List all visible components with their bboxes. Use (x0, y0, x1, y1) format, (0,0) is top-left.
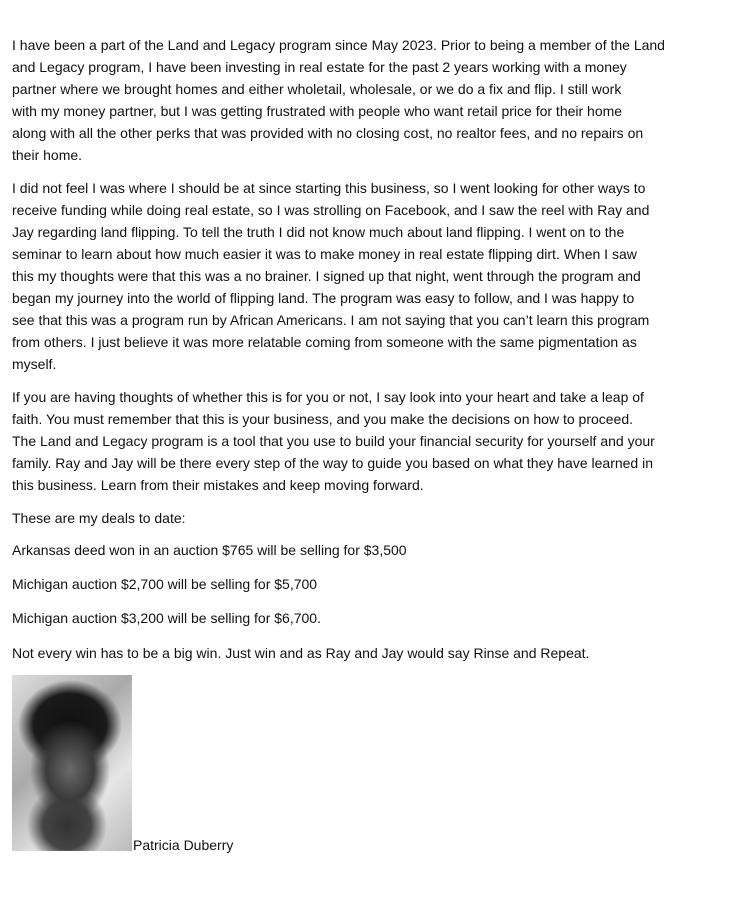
paragraph-2 (12, 177, 649, 375)
deals-intro (12, 507, 186, 529)
text-line: If you are having thoughts of whether this is for you or not, I say look into your heart and take a leap of (12, 389, 644, 405)
text-line: with my money partner, but I was getting frustrated with people who want retail price for their home (12, 103, 623, 119)
text-line: Jay regarding land flipping. To tell the truth I did not know much about land flipping. I went on to the (12, 224, 625, 240)
text-line: and Legacy program, I have been investing in real estate for the past 2 years working with a money (12, 59, 627, 75)
closing-statement (12, 642, 589, 664)
paragraph-3 (12, 386, 655, 496)
text-line: this my thoughts were that this was a no brainer. I signed up that night, went through the program and (12, 268, 641, 284)
text-line: family. Ray and Jay will be there every step of the way to guide you based on what they have learned in (12, 455, 653, 471)
deal-3 (12, 607, 321, 629)
deal-text: Arkansas deed won in an auction $765 will be selling for $3,500 (12, 542, 407, 558)
text-line: seminar to learn about how much easier it was to make money in real estate flipping dirt. When I saw (12, 246, 637, 262)
text-line: along with all the other perks that was provided with no closing cost, no realtor fees, and no repairs on (12, 125, 644, 141)
deal-2 (12, 573, 317, 595)
author-signature: Patricia Duberry (133, 837, 234, 853)
closing-text: Not every win has to be a big win. Just win and as Ray and Jay would say Rinse and Repeat. (12, 645, 590, 661)
text-line: this business. Learn from their mistakes and keep moving forward. (12, 477, 424, 493)
paragraph-1 (12, 34, 665, 166)
text-line: faith. You must remember that this is your business, and you make the decisions on how to proceed. (12, 411, 634, 427)
text-line: their home. (12, 147, 83, 163)
text-line: The Land and Legacy program is a tool that you use to build your financial security for yourself and your (12, 433, 655, 449)
text-line: receive funding while doing real estate, so I was strolling on Facebook, and I saw the reel with Ray and (12, 202, 650, 218)
deals-intro-text: These are my deals to date: (12, 510, 186, 526)
text-line: from others. I just believe it was more relatable coming from someone with the same pigmentation as (12, 334, 637, 350)
text-line: began my journey into the world of flipping land. The program was easy to follow, and I was happy to (12, 290, 635, 306)
author-photo (12, 675, 132, 851)
text-line: myself. (12, 356, 57, 372)
text-line: see that this was a program run by African Americans. I am not saying that you can’t learn this program (12, 312, 650, 328)
text-line: I have been a part of the Land and Legacy program since May 2023. Prior to being a member of the Land (12, 37, 665, 53)
text-line: I did not feel I was where I should be at since starting this business, so I went looking for other ways to (12, 180, 646, 196)
deal-text: Michigan auction $3,200 will be selling for $6,700. (12, 610, 321, 626)
deal-text: Michigan auction $2,700 will be selling for $5,700 (12, 576, 318, 592)
text-line: partner where we brought homes and either wholetail, wholesale, or we do a fix and flip. I still work (12, 81, 622, 97)
deal-1 (12, 539, 407, 561)
